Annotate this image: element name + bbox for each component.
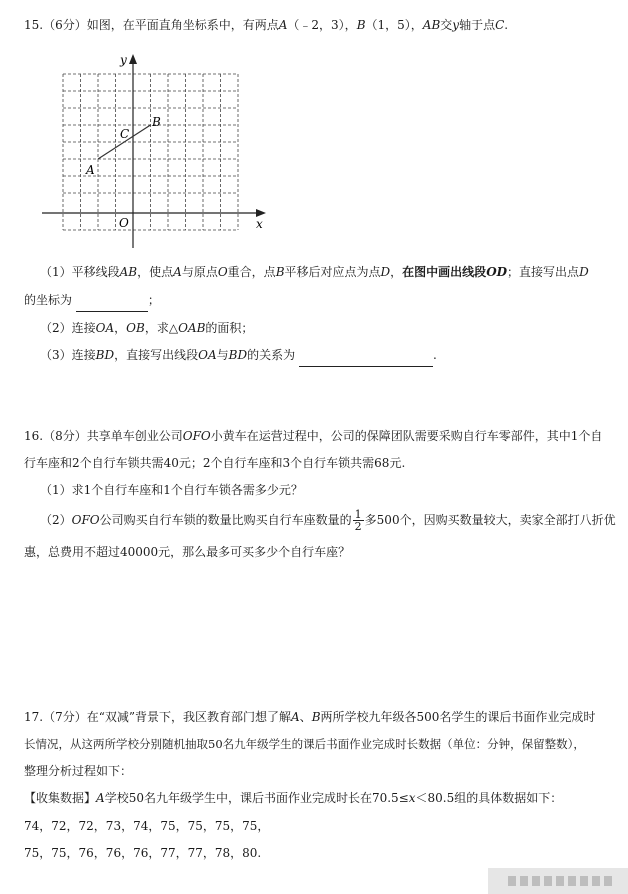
point-C-label: C <box>120 127 130 141</box>
q17-stem-line2: 长情况，从这两所学校分别随机抽取50名九年级学生的课后书面作业完成时长数据（单位：分钟，保留整数）， <box>24 737 585 751</box>
q15-stem: 15.（6分）如图，在平面直角坐标系中，有两点A（﹣2，3），B（1，5），AB交y轴于点C. <box>24 18 509 32</box>
y-axis-arrow <box>129 54 137 64</box>
q17-data-row-1: 74，72，72，73，74，75，75，75，75， <box>24 819 270 833</box>
q16-part2: （2）OFO公司购买自行车锁的数量比购买自行车座数量的 $\frac{1}{2}$ 多500个，因购买数量较大，卖家全部打八折优 <box>40 508 616 533</box>
answer-blank-d-coords[interactable] <box>76 293 148 312</box>
q15-part1-line2: 的坐标为 ； <box>24 291 160 312</box>
bottom-overlay-bar <box>488 868 628 894</box>
q16-part1: （1）求1个自行车座和1个自行车锁各需多少元？ <box>40 483 303 497</box>
fraction-one-half: $\frac{1}{2}$ <box>354 508 362 533</box>
coordinate-figure <box>36 52 272 252</box>
point-A-label: A <box>86 163 95 177</box>
obscured-blocks <box>508 876 613 886</box>
point-B-label: B <box>152 115 161 129</box>
origin-label: O <box>119 216 129 230</box>
q15-part2: （2）连接OA，OB，求△OAB的面积； <box>40 321 254 335</box>
y-axis-label: y <box>120 53 127 67</box>
q17-stem-line1: 17.（7分）在“双减”背景下，我区教育部门想了解A、B两所学校九年级各500名学生的课后书面作业完成时 <box>24 710 596 724</box>
q17-stem-line3: 整理分析过程如下： <box>24 764 133 778</box>
q15-part1-line1: （1）平移线段AB，使点A与原点O重合，点B平移后对应点为点D，在图中画出线段OD；直接写出点D <box>40 265 589 279</box>
x-axis-label: x <box>256 217 263 231</box>
q17-collect-data: 【收集数据】A学校50名九年级学生中，课后书面作业完成时长在70.5≤x＜80.5组的具体数据如下： <box>24 791 563 805</box>
answer-blank-relation[interactable] <box>299 348 433 367</box>
q17-data-row-2: 75，75，76，76，76，77，77，78，80. <box>24 846 262 860</box>
x-axis-arrow <box>256 209 266 217</box>
q15-part3: （3）连接BD，直接写出线段OA与BD的关系为 . <box>40 346 437 367</box>
q16-stem-line2: 行车座和2个自行车锁共需40元；2个自行车座和3个自行车锁共需68元. <box>24 456 406 470</box>
q16-stem-line1: 16.（8分）共享单车创业公司OFO小黄车在运营过程中，公司的保障团队需要采购自行车零部件，其中1个自 <box>24 429 603 443</box>
q16-part2-line2: 惠，总费用不超过40000元，那么最多可买多少个自行车座？ <box>24 545 351 559</box>
grid <box>63 74 238 230</box>
